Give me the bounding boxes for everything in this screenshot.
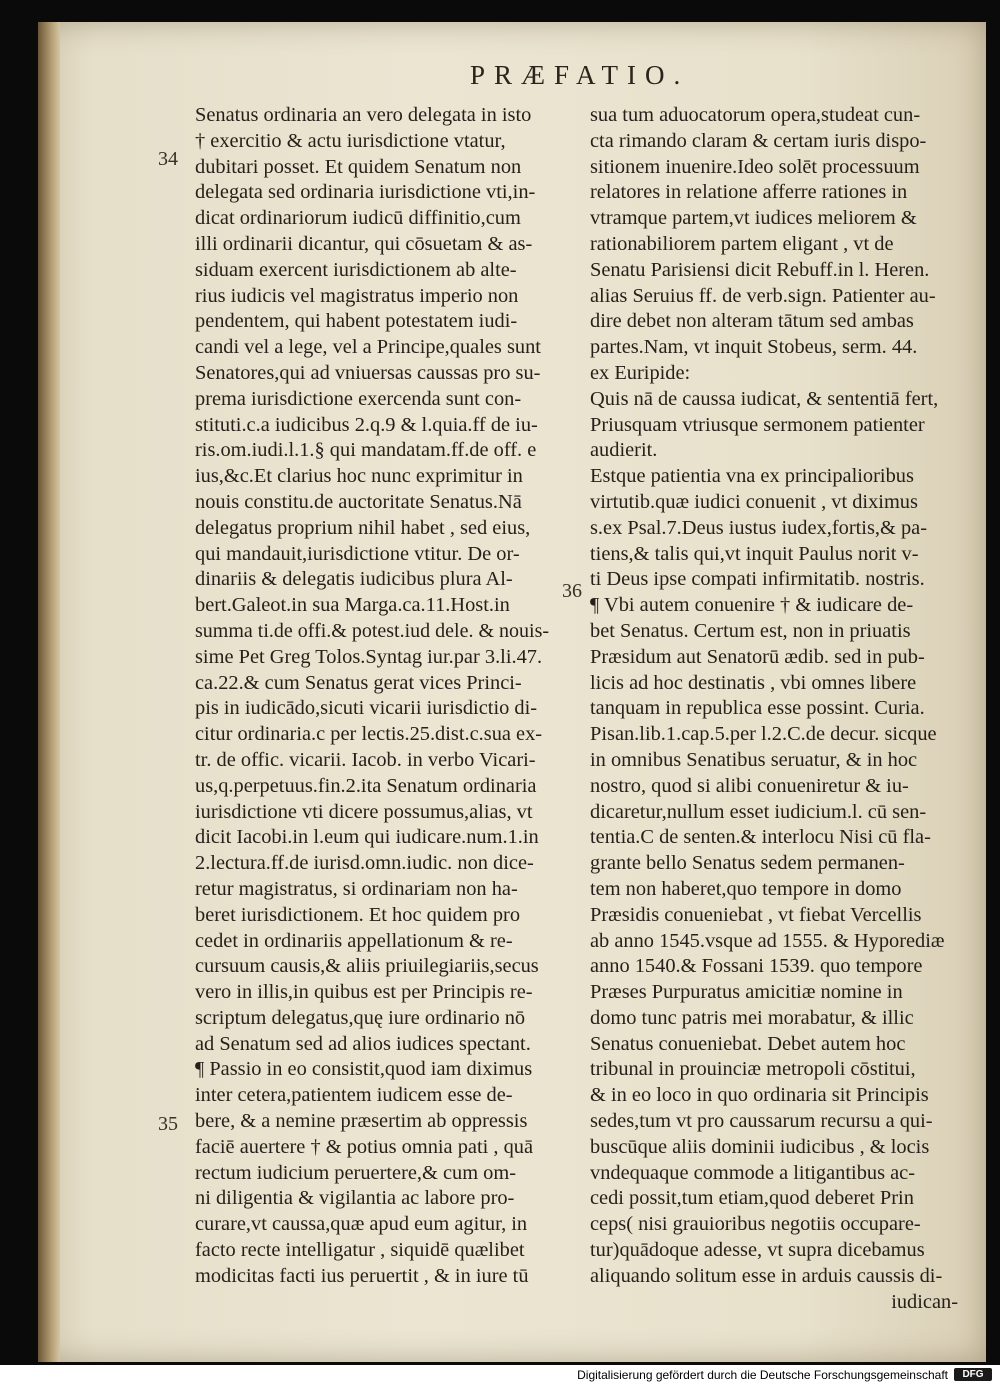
text-line: bert.Galeot.in sua Marga.ca.11.Host.in bbox=[195, 594, 510, 617]
text-line: dubitari posset. Et quidem Senatum non bbox=[195, 155, 522, 178]
text-line: stituti.c.a iudicibus 2.q.9 & l.quia.ff de iu- bbox=[195, 413, 538, 436]
book-spine bbox=[38, 22, 60, 1362]
text-line: vndequaque commode a litigantibus ac- bbox=[590, 1161, 916, 1184]
text-line: sitionem inuenire.Ideo solēt processuum bbox=[590, 155, 920, 178]
text-line: cedet in ordinariis appellationum & re- bbox=[195, 929, 513, 952]
text-line: bet Senatus. Certum est, non in priuatis bbox=[590, 619, 911, 642]
text-line: partes.Nam, vt inquit Stobeus, serm. 44. bbox=[590, 336, 918, 359]
text-line: 2.lectura.ff.de iurisd.omn.iudic. non dice- bbox=[195, 852, 534, 875]
text-line: cursuum causis,& aliis priuilegiariis,secus bbox=[195, 955, 539, 978]
page-header-title: PRÆFATIO. bbox=[470, 60, 690, 90]
footer-credit: Digitalisierung gefördert durch die Deutsche Forschungsgemeinschaft bbox=[577, 1368, 948, 1382]
text-line: Præsidis conueniebat , vt fiebat Vercellis bbox=[590, 903, 922, 926]
text-line: prema iurisdictione exercenda sunt con- bbox=[195, 387, 522, 410]
text-line: pendentem, qui habent potestatem iudi- bbox=[195, 310, 518, 333]
text-line: aliquando solitum esse in arduis caussis di- bbox=[590, 1264, 943, 1287]
text-line: bere, & a nemine præsertim ab oppressis bbox=[195, 1110, 528, 1133]
text-line: tentia.C de senten.& interlocu Nisi cū fla- bbox=[590, 826, 931, 849]
text-line: inter cetera,patientem iudicem esse de- bbox=[195, 1084, 513, 1107]
text-line: summa ti.de offi.& potest.iud dele. & nouis- bbox=[195, 619, 550, 642]
footer-bar bbox=[0, 1365, 1000, 1385]
text-line: nouis constitu.de auctoritate Senatus.Nā bbox=[195, 490, 522, 513]
text-line: virtutib.quæ iudici conuenit , vt diximus bbox=[590, 490, 918, 513]
text-line: ceps( nisi grauioribus negotiis occupare- bbox=[590, 1213, 921, 1236]
margin-number: 34 bbox=[158, 148, 178, 170]
text-line: Quis nā de caussa iudicat, & sententiā fert, bbox=[590, 387, 939, 410]
text-line: † exercitio & actu iurisdictione vtatur, bbox=[195, 129, 506, 152]
catchword: iudican- bbox=[891, 1290, 958, 1313]
text-line: vtramque partem,vt iudices meliorem & bbox=[590, 207, 917, 230]
text-line: s.ex Psal.7.Deus iustus iudex,fortis,& pa- bbox=[590, 516, 927, 539]
text-line: ti Deus ipse compati infirmitatib. nostris. bbox=[590, 568, 925, 591]
margin-number: 36 bbox=[562, 580, 582, 602]
text-line: pis in iudicādo,sicuti vicarii iurisdictio di- bbox=[195, 697, 538, 720]
text-line: relatores in relatione afferre rationes in bbox=[590, 181, 908, 204]
text-line: sime Pet Greg Tolos.Syntag iur.par 3.li.47. bbox=[195, 645, 543, 668]
text-line: Senatu Parisiensi dicit Rebuff.in l. Heren. bbox=[590, 258, 930, 281]
text-line: dicat ordinariorum iudicū diffinitio,cum bbox=[195, 207, 521, 230]
text-line: Senatores,qui ad vniuersas caussas pro su- bbox=[195, 361, 541, 384]
text-line: domo tunc patris mei morabatur, & illic bbox=[590, 1006, 914, 1029]
text-line: faciē auertere † & potius omnia pati , quā bbox=[195, 1135, 534, 1158]
text-line: Senatus conueniebat. Debet autem hoc bbox=[590, 1032, 906, 1055]
text-line: rationabiliorem partem eligant , vt de bbox=[590, 232, 894, 255]
text-line: tiens,& talis qui,vt inquit Paulus norit v- bbox=[590, 542, 919, 565]
text-line: ris.om.iudi.l.1.§ qui mandatam.ff.de off. e bbox=[195, 439, 537, 462]
text-line: scriptum delegatus,quę iure ordinario nō bbox=[195, 1006, 526, 1029]
text-line: us,q.perpetuus.fin.2.ita Senatum ordinaria bbox=[195, 774, 537, 797]
text-line: sua tum aduocatorum opera,studeat cun- bbox=[590, 104, 921, 126]
text-line: ¶ Passio in eo consistit,quod iam diximus bbox=[195, 1058, 533, 1081]
text-line: dicit Iacobi.in l.eum qui iudicare.num.1.in bbox=[195, 826, 539, 849]
text-line: Priusquam vtriusque sermonem patienter bbox=[590, 413, 925, 436]
text-line: alias Seruius ff. de verb.sign. Patienter au- bbox=[590, 284, 936, 307]
text-line: dicaretur,nullum esset iudicium.l. cū sen- bbox=[590, 800, 927, 823]
text-line: ad Senatum sed ad alios iudices spectant. bbox=[195, 1032, 531, 1055]
text-line: dinariis & delegatis iudicibus plura Al- bbox=[195, 568, 513, 591]
text-line: delegatus proprium nihil habet , sed eius, bbox=[195, 516, 531, 539]
text-line: beret iurisdictionem. Et hoc quidem pro bbox=[195, 903, 521, 926]
text-line: tem non haberet,quo tempore in domo bbox=[590, 877, 902, 900]
text-line: & in eo loco in quo ordinaria sit Principis bbox=[590, 1084, 929, 1107]
text-line: tanquam in republica esse possint. Curia. bbox=[590, 697, 925, 720]
text-line: Pisan.lib.1.cap.5.per l.2.C.de decur. sicque bbox=[590, 723, 937, 746]
text-line: Estque patientia vna ex principalioribus bbox=[590, 465, 914, 488]
text-line: anno 1540.& Fossani 1539. quo tempore bbox=[590, 955, 923, 978]
text-line: licis ad hoc destinatis , vbi omnes libere bbox=[590, 671, 917, 694]
text-line: ab anno 1545.vsque ad 1555. & Hyporediæ bbox=[590, 929, 945, 952]
text-line: ca.22.& cum Senatus gerat vices Princi- bbox=[195, 671, 522, 694]
text-line: rius iudicis vel magistratus imperio non bbox=[195, 284, 519, 307]
text-line: illi ordinarii dicantur, qui cōsuetam & as- bbox=[195, 232, 533, 255]
text-line: buscūque aliis dominii iudicibus , & locis bbox=[590, 1135, 930, 1158]
text-line: in omnibus Senatibus seruatur, & in hoc bbox=[590, 748, 918, 771]
text-line: tribunal in prouinciæ metropoli cōstitui, bbox=[590, 1058, 916, 1081]
text-line: rectum iudicium peruertere,& cum om- bbox=[195, 1161, 517, 1184]
text-line: sedes,tum vt pro caussarum recursu a qui- bbox=[590, 1110, 933, 1133]
text-line: candi vel a lege, vel a Principe,quales sunt bbox=[195, 336, 541, 359]
right-text-column bbox=[590, 103, 958, 1315]
margin-number: 35 bbox=[158, 1113, 178, 1135]
text-line: tur)quādoque adesse, vt supra dicebamus bbox=[590, 1239, 925, 1262]
text-line: grante bello Senatus sedem permanen- bbox=[590, 852, 905, 875]
text-line: retur magistratus, si ordinariam non ha- bbox=[195, 877, 518, 900]
text-line: ius,&c.Et clarius hoc nunc exprimitur in bbox=[195, 465, 523, 488]
text-line: cta rimando claram & certam iuris dispo- bbox=[590, 129, 927, 152]
text-line: Præses Purpuratus amicitiæ nomine in bbox=[590, 981, 903, 1004]
text-line: tr. de offic. vicarii. Iacob. in verbo Vicari- bbox=[195, 748, 536, 771]
text-line: delegata sed ordinaria iurisdictione vti,in- bbox=[195, 181, 536, 204]
text-line: ¶ Vbi autem conuenire † & iudicare de- bbox=[590, 594, 914, 617]
text-line: Præsidum aut Senatorū ædib. sed in pub- bbox=[590, 645, 925, 668]
text-line: Senatus ordinaria an vero delegata in isto bbox=[195, 104, 532, 126]
text-line: ni diligentia & vigilantia ac labore pro- bbox=[195, 1187, 515, 1210]
text-line: siduam exercent iurisdictionem ab alte- bbox=[195, 258, 517, 281]
text-line: iurisdictione vti dicere possumus,alias, vt bbox=[195, 800, 533, 823]
left-text-column bbox=[195, 103, 550, 1290]
text-line: dire debet non alteram tātum sed ambas bbox=[590, 310, 914, 333]
text-line: ex Euripide: bbox=[590, 361, 691, 384]
text-line: modicitas facti ius peruertit , & in iure tū bbox=[195, 1264, 529, 1287]
text-line: citur ordinaria.c per lectis.25.dist.c.sua ex- bbox=[195, 723, 543, 746]
text-line: vero in illis,in quibus est per Principis re- bbox=[195, 981, 533, 1004]
text-line: facto recte intelligatur , siquidē quælibet bbox=[195, 1239, 525, 1262]
dfg-logo: DFG bbox=[954, 1368, 992, 1381]
text-line: curare,vt caussa,quæ apud eum agitur, in bbox=[195, 1213, 528, 1236]
text-line: qui mandauit,iurisdictione vtitur. De or- bbox=[195, 542, 520, 565]
text-line: nostro, quod si alibi conueniretur & iu- bbox=[590, 774, 909, 797]
text-line: audierit. bbox=[590, 439, 658, 462]
text-line: cedi possit,tum etiam,quod deberet Prin bbox=[590, 1187, 914, 1210]
